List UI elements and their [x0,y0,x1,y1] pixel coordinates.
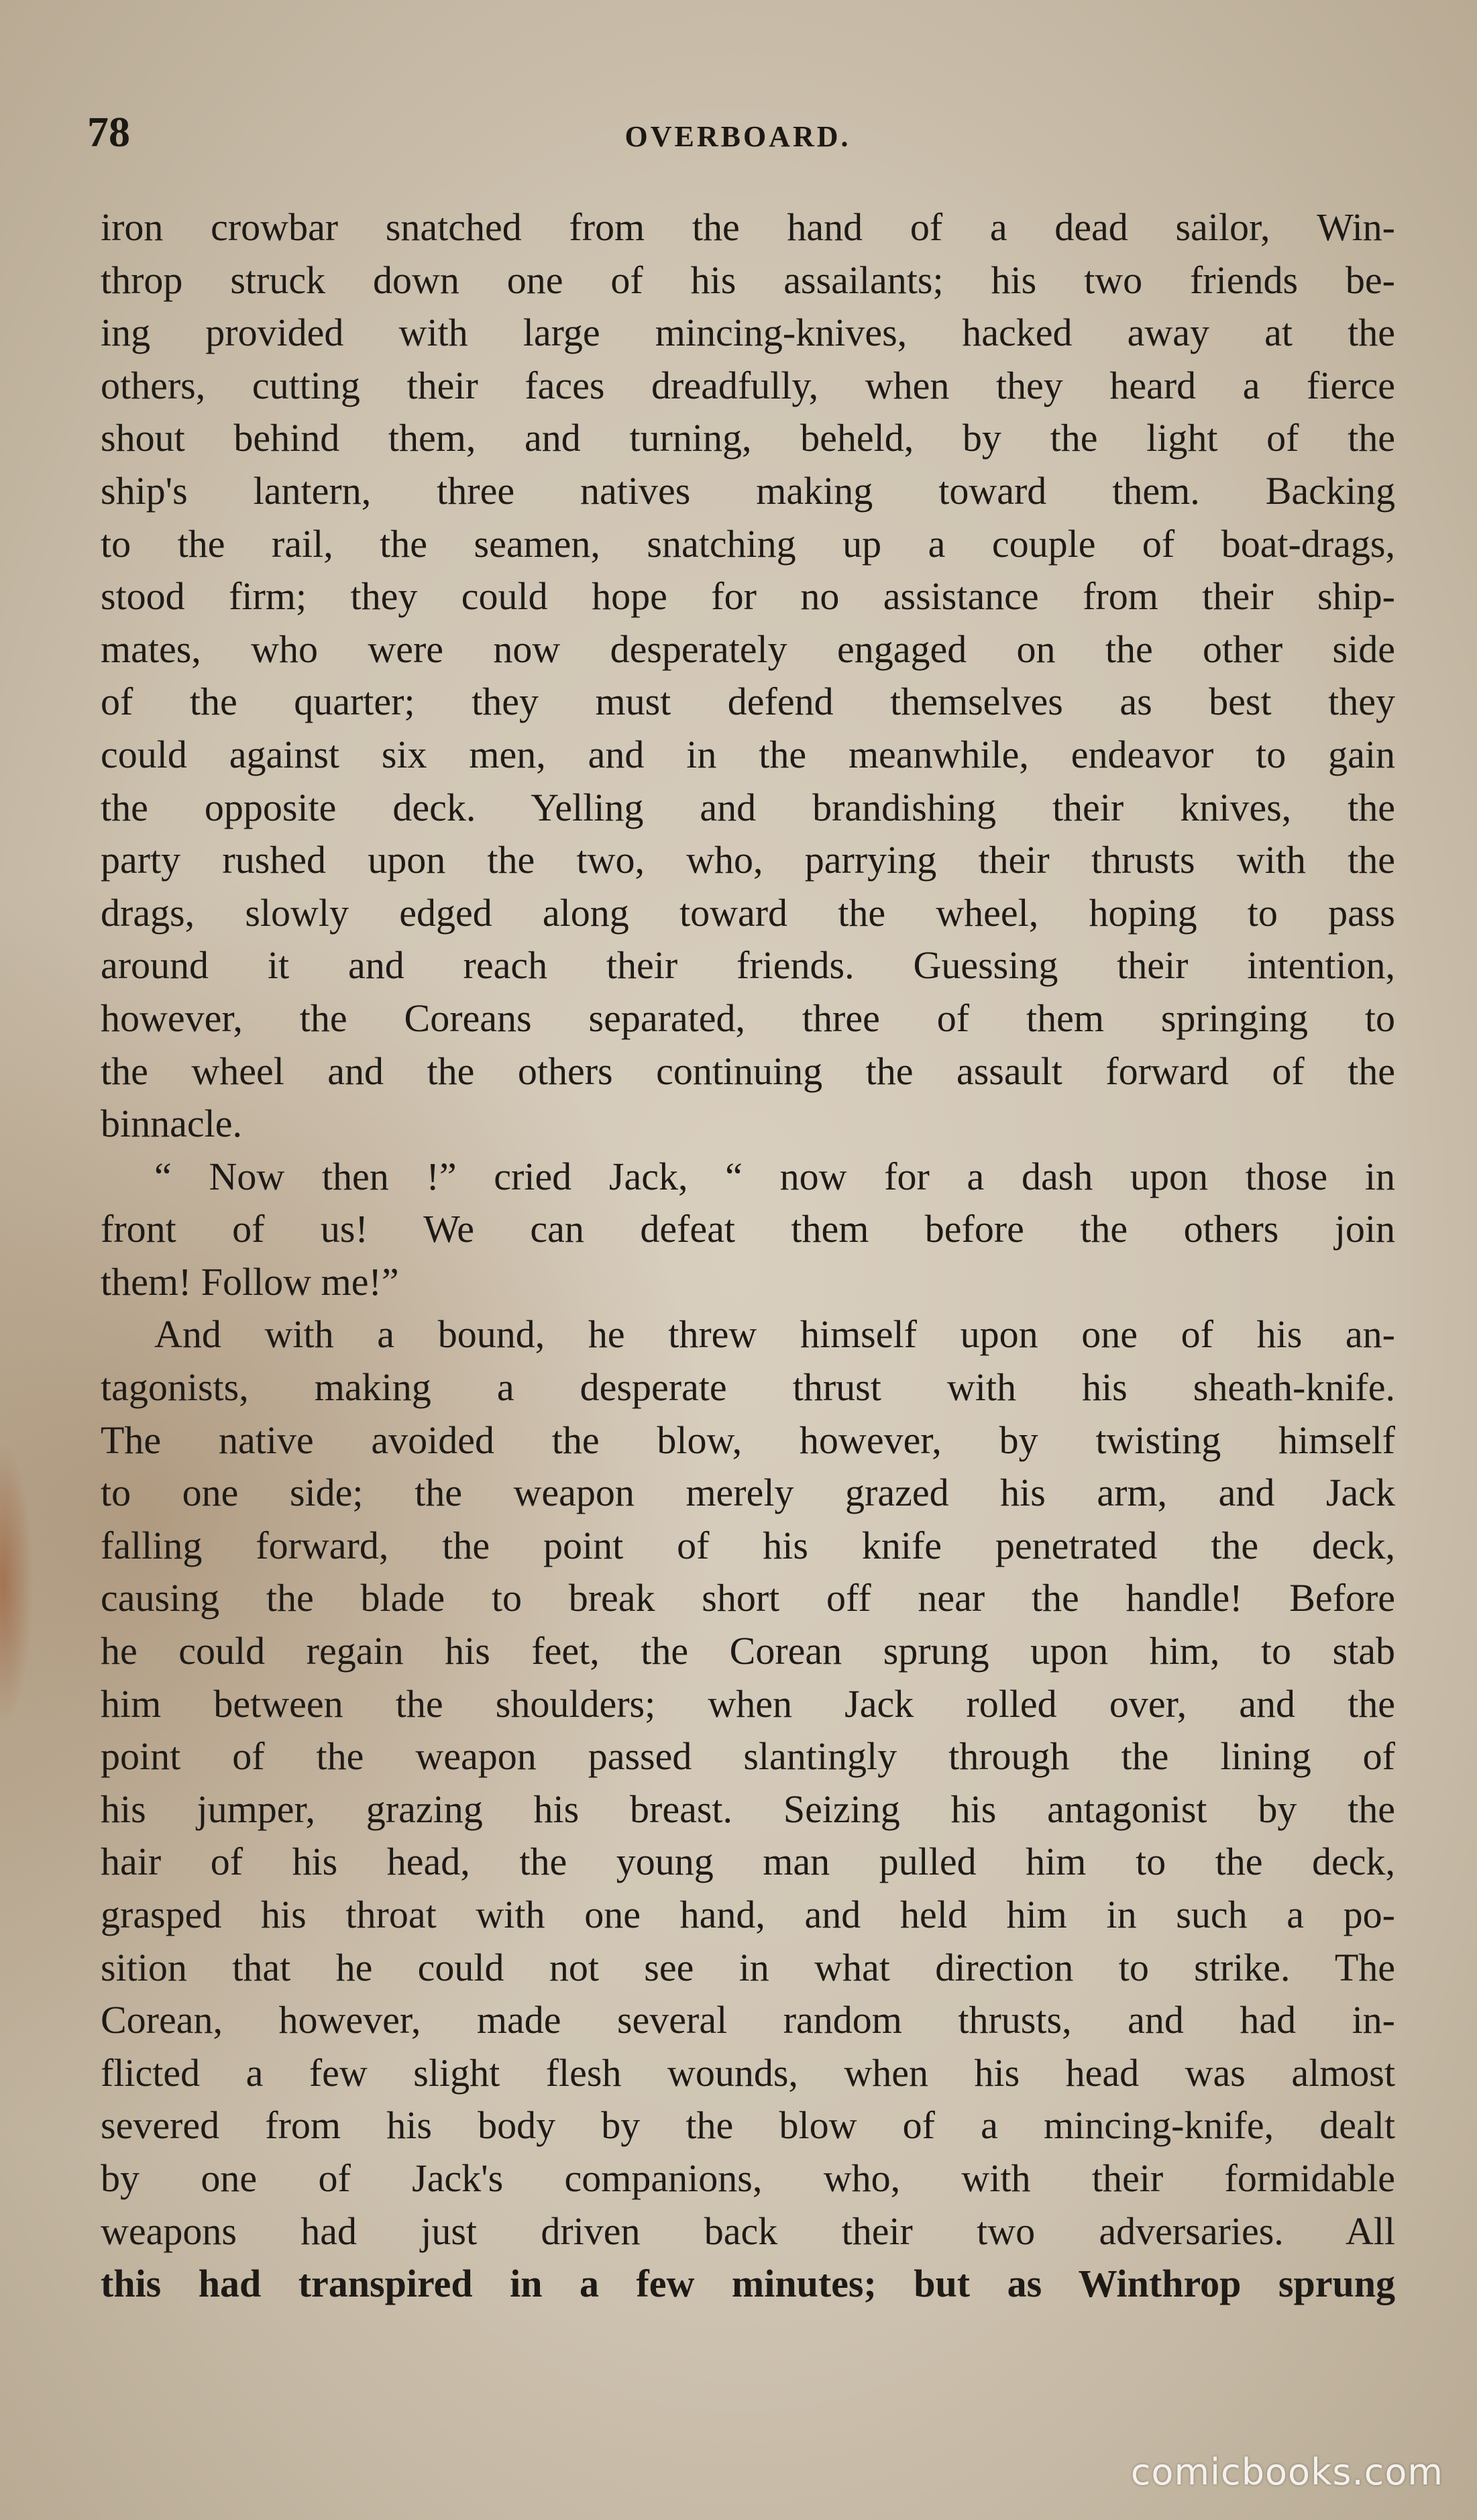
text-line: point of the weapon passed slantingly through the lining of [101,1734,1395,1779]
text-line: them! Follow me!” [101,1259,399,1304]
text-line: sition that he could not see in what direction to strike. The [101,1945,1395,1989]
text-line: mates, who were now desperately engaged on the other side [101,627,1395,671]
watermark: comicbooks.com [1130,2451,1443,2493]
page-number: 78 [87,108,130,156]
text-line: could against six men, and in the meanwhile, endeavor to gain [101,732,1395,776]
running-head: OVERBOARD. [624,120,851,153]
text-line: of the quarter; they must defend themselves as best they [101,680,1395,724]
text-line: falling forward, the point of his knife penetrated the deck, [101,1523,1395,1567]
text-line: others, cutting their faces dreadfully, when they heard a fierce [101,363,1395,407]
text-line: by one of Jack's companions, who, with their formidable [101,2156,1395,2200]
text-line: shout behind them, and turning, beheld, by the light of the [101,416,1395,460]
text-line: however, the Coreans separated, three of them springing to [101,996,1395,1040]
text-line: he could regain his feet, the Corean sprung upon him, to stab [101,1629,1395,1673]
text-line: stood firm; they could hope for no assistance from their ship- [101,574,1395,619]
text-line: ship's lantern, three natives making toward them. Backing [101,468,1395,513]
body-text [101,201,1395,2311]
text-line: Corean, however, made several random thrusts, and had in- [101,1998,1395,2042]
text-line: hair of his head, the young man pulled him to the deck, [101,1840,1395,1884]
text-line: “ Now then !” cried Jack, “ now for a dash upon those in [154,1154,1395,1198]
text-line: causing the blade to break short off near the handle! Before [101,1576,1395,1620]
page-header [87,107,1388,168]
text-line: the opposite deck. Yelling and brandishing their knives, the [101,785,1395,829]
text-line: front of us! We can defeat them before the others join [101,1207,1395,1251]
text-line: The native avoided the blow, however, by twisting himself [101,1418,1395,1462]
text-line: And with a bound, he threw himself upon one of his an- [154,1312,1395,1357]
page-stain [0,1442,34,1724]
text-line: binnacle. [101,1102,242,1146]
text-line: around it and reach their friends. Guessing their intention, [101,943,1395,988]
text-line: drags, slowly edged along toward the wheel, hoping to pass [101,890,1395,935]
text-line: weapons had just driven back their two adversaries. All [101,2209,1395,2253]
text-line: to one side; the weapon merely grazed his arm, and Jack [101,1471,1395,1515]
text-line: the wheel and the others continuing the assault forward of the [101,1049,1395,1093]
text-line: party rushed upon the two, who, parrying their thrusts with the [101,838,1395,882]
text-line: flicted a few slight flesh wounds, when his head was almost [101,2050,1395,2095]
text-line: iron crowbar snatched from the hand of a dead sailor, Win- [101,205,1395,249]
text-line: tagonists, making a desperate thrust with his sheath-knife. [101,1365,1395,1410]
text-line: grasped his throat with one hand, and held him in such a po- [101,1893,1395,1936]
text-line: him between the shoulders; when Jack rolled over, and the [101,1681,1395,1726]
text-line: his jumper, grazing his breast. Seizing his antagonist by the [101,1787,1395,1831]
text-line: ing provided with large mincing-knives, hacked away at the [101,311,1395,355]
text-line: this had transpired in a few minutes; but as Winthrop sprung [101,2262,1395,2306]
text-line: to the rail, the seamen, snatching up a couple of boat-drags, [101,521,1395,566]
text-line: severed from his body by the blow of a mincing-knife, dealt [101,2103,1395,2148]
text-line: throp struck down one of his assailants; his two friends be- [101,258,1395,302]
